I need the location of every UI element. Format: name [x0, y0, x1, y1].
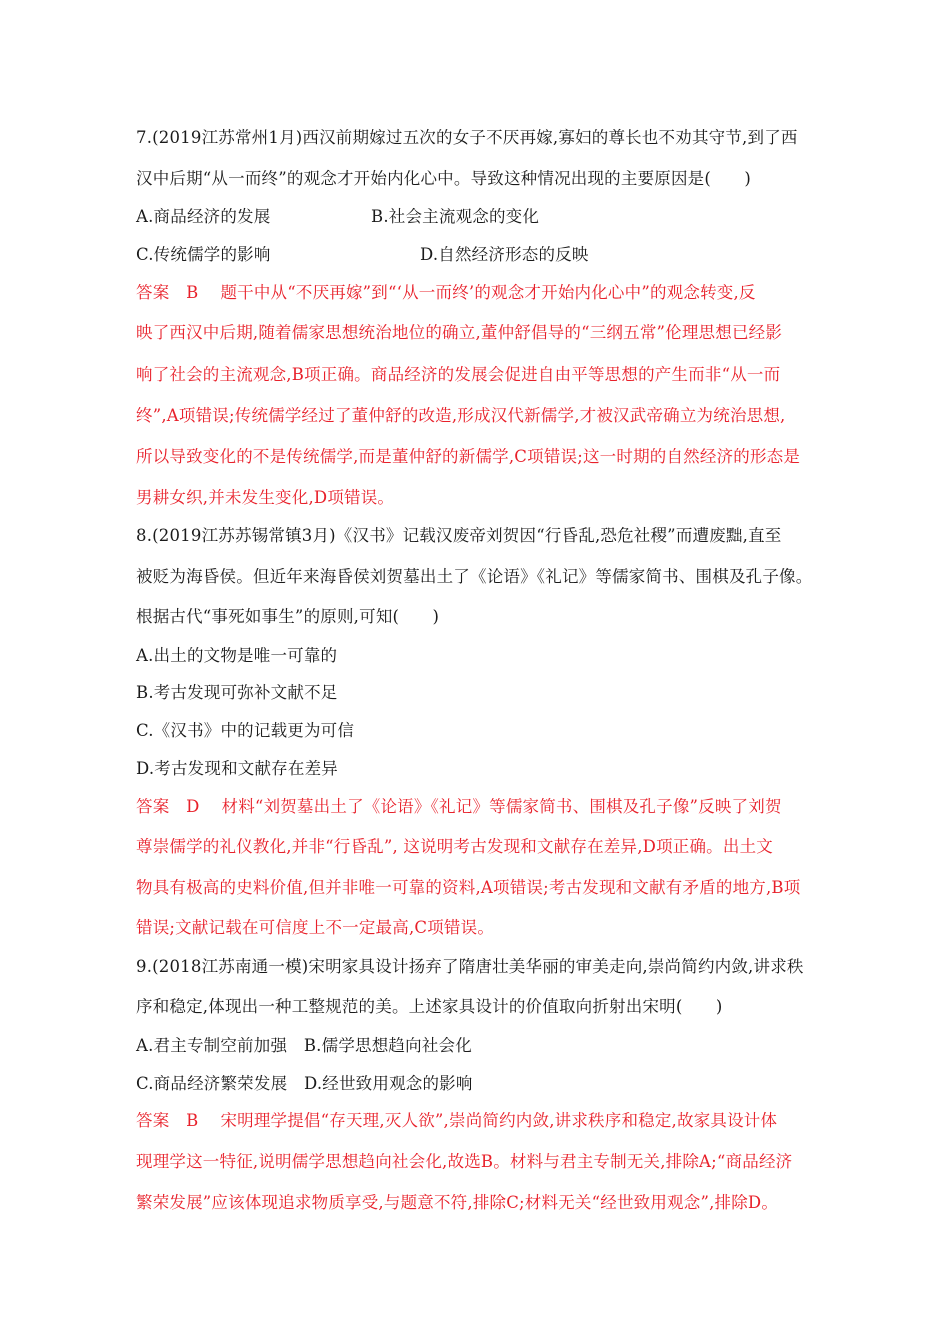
q7-answer-line-2: 映了西汉中后期,随着儒家思想统治地位的确立,董仲舒倡导的“三纲五常”伦理思想已经影	[136, 323, 783, 342]
q8-answer-text-1: 材料“刘贺墓出土了《论语》《礼记》等儒家简书、围棋及孔子像”反映了刘贺	[221, 797, 782, 816]
q8-answer-line-1	[136, 796, 782, 818]
q7-answer-label: 答案 B	[136, 283, 199, 302]
q7-answer-line-1	[136, 282, 756, 304]
q7-answer-line-5: 所以导致变化的不是传统儒学,而是董仲舒的新儒学,C项错误;这一时期的自然经济的形态是	[136, 447, 801, 466]
q9-options-line-2: C.商品经济繁荣发展 D.经世致用观念的影响	[136, 1074, 473, 1093]
q8-stem-line-3: 根据古代“事死如事生”的原则,可知( )	[136, 607, 440, 626]
q8-answer-line-3: 物具有极高的史料价值,但并非唯一可靠的资料,A项错误;考古发现和文献有矛盾的地方,B项	[136, 878, 801, 897]
q9-options-line-1: A.君主专制空前加强 B.儒学思想趋向社会化	[136, 1036, 472, 1055]
q8-option-d: D.考古发现和文献存在差异	[136, 759, 338, 778]
q8-answer-label: 答案 D	[136, 797, 200, 816]
q8-answer-line-2: 尊崇儒学的礼仪教化,并非“行昏乱”, 这说明考古发现和文献存在差异,D项正确。出土文	[136, 837, 773, 856]
q7-answer-text-1: 题干中从“不厌再嫁”到“‘从一而终’的观念才开始内化心中”的观念转变,反	[220, 283, 756, 302]
q7-stem-line-1: 7.(2019江苏常州1月)西汉前期嫁过五次的女子不厌再嫁,寡妇的尊长也不劝其守节,到了西	[136, 128, 798, 147]
q8-option-c: C.《汉书》中的记载更为可信	[136, 721, 355, 740]
q8-answer-line-4: 错误;文献记载在可信度上不一定最高,C项错误。	[136, 918, 495, 937]
q7-option-c: C.传统儒学的影响	[136, 245, 271, 264]
q9-stem-line-2: 序和稳定,体现出一种工整规范的美。上述家具设计的价值取向折射出宋明( )	[136, 997, 723, 1016]
q8-stem-line-1: 8.(2019江苏苏锡常镇3月)《汉书》记载汉废帝刘贺因“行昏乱,恐危社稷”而遭废黜,直至	[136, 526, 782, 545]
q9-answer-line-3: 繁荣发展”应该体现追求物质享受,与题意不符,排除C;材料无关“经世致用观念”,排除D。	[136, 1193, 779, 1212]
q8-stem-line-2: 被贬为海昏侯。但近年来海昏侯刘贺墓出土了《论语》《礼记》等儒家简书、围棋及孔子像。	[136, 567, 813, 586]
q7-answer-line-3: 响了社会的主流观念,B项正确。商品经济的发展会促进自由平等思想的产生而非“从一而	[136, 365, 781, 384]
q7-answer-line-4: 终”,A项错误;传统儒学经过了董仲舒的改造,形成汉代新儒学,才被汉武帝确立为统治思想,	[136, 406, 786, 425]
q9-answer-line-1	[136, 1110, 777, 1132]
q7-option-a: A.商品经济的发展	[136, 207, 271, 226]
q9-answer-line-2: 现理学这一特征,说明儒学思想趋向社会化,故选B。材料与君主专制无关,排除A;“商品经济	[136, 1152, 793, 1171]
q8-option-a: A.出土的文物是唯一可靠的	[136, 646, 338, 665]
q7-answer-line-6: 男耕女织,并未发生变化,D项错误。	[136, 488, 395, 507]
q7-stem-line-2: 汉中后期“从一而终”的观念才开始内化心中。导致这种情况出现的主要原因是( )	[136, 169, 752, 188]
q7-option-d: D.自然经济形态的反映	[420, 245, 589, 264]
q8-option-b: B.考古发现可弥补文献不足	[136, 683, 338, 702]
q9-answer-text-1: 宋明理学提倡“存天理,灭人欲”,崇尚简约内敛,讲求秩序和稳定,故家具设计体	[220, 1111, 778, 1130]
q9-answer-label: 答案 B	[136, 1111, 199, 1130]
q7-option-b: B.社会主流观念的变化	[371, 207, 540, 226]
q9-stem-line-1: 9.(2018江苏南通一模)宋明家具设计扬弃了隋唐壮美华丽的审美走向,崇尚简约内敛,讲求秩	[136, 957, 804, 976]
